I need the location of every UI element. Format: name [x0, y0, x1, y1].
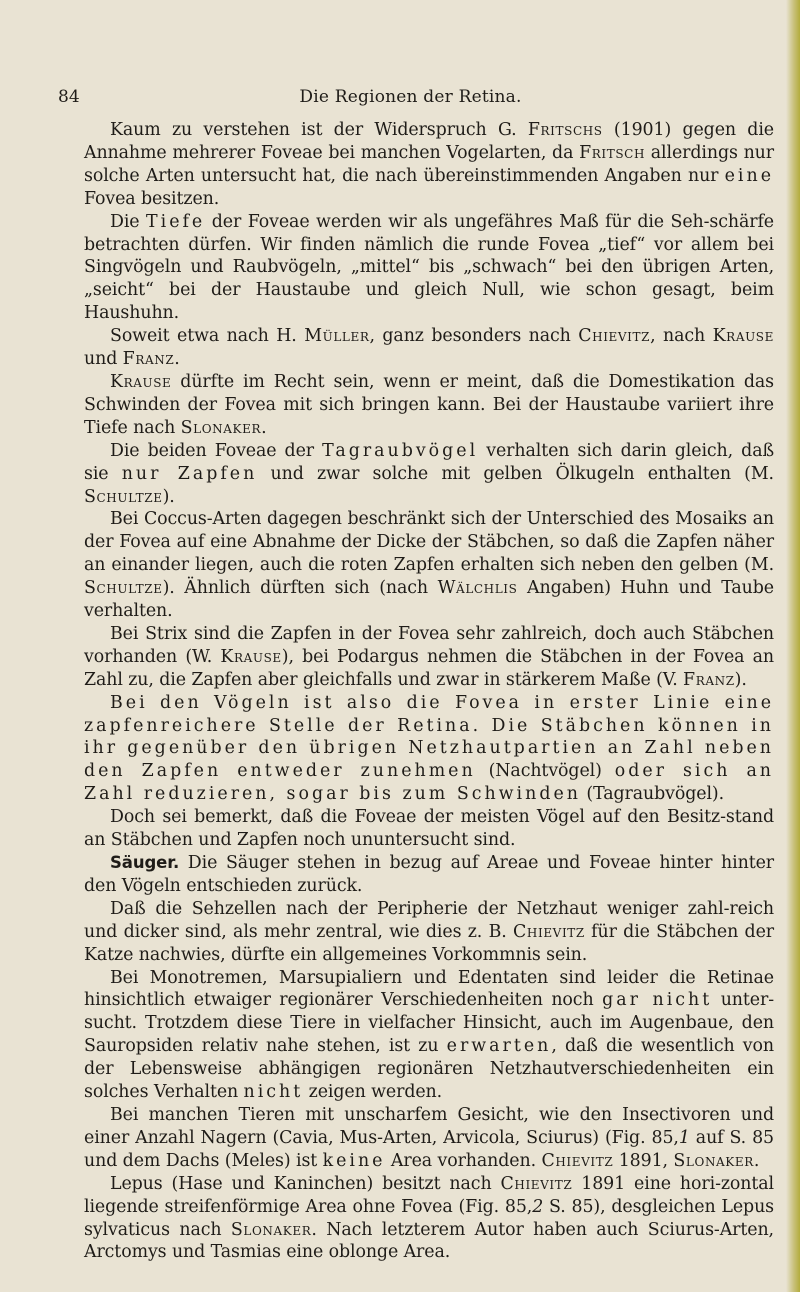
text-run: Fovea besitzen.: [84, 188, 220, 209]
text-run: (1901) gegen die Annahme mehrerer Foveae bei manchen Vogelarten, da: [84, 120, 774, 163]
text-run: ). Ähnlich dürften sich (nach: [162, 578, 438, 599]
text-run: der Foveae werden wir als ungefähres Maß für die Seh-schärfe betrachten dürfen. Wir finden nämlich die runde Fovea „tief“ vor allem bei Singvögeln und Raubvögeln, „mittel“ bis „schwach“ bei den übrigen Arten, „seicht“ bei der Haustaube und gleich Null, wie schon gesagt, beim Haushuhn.: [84, 211, 774, 324]
paragraph: [84, 325, 774, 371]
page-header: [58, 86, 763, 108]
paragraph: [84, 119, 774, 211]
text-run: S. 85), desgleichen Lepus sylvaticus nach: [84, 1196, 774, 1240]
text-run: Doch sei bemerkt, daß die Foveae der meisten Vögel auf den Besitz-stand an Stäbchen und Zapfen noch ununtersucht sind.: [84, 807, 774, 851]
author-name: Schultze: [84, 578, 163, 599]
text-run: Die beiden Foveae der: [110, 440, 323, 461]
text-run: auf S. 85 und dem Dachs (Meles) ist: [84, 1127, 775, 1171]
text-run: 1891,: [613, 1150, 674, 1171]
paragraph: [84, 898, 774, 967]
text-run: nur Zapfen: [121, 463, 258, 484]
text-run: oder sich an Zahl reduzieren, sogar bis zum Schwinden: [84, 761, 775, 805]
paragraph: [84, 211, 774, 326]
paragraph: [84, 967, 774, 1104]
text-run: Bei manchen Tieren mit unscharfem Gesicht, wie den Insectivoren und einer Anzahl Nagern (Cavia, Mus-Arten, Arvicola, Sciurus) (Fig. 85,: [84, 1104, 774, 1148]
text-run: Tiefe: [146, 211, 206, 232]
text-run: für die Stäbchen der Katze nachwies, dürfte ein allgemeines Vorkommnis sein.: [84, 921, 774, 965]
text-run: ).: [734, 669, 747, 690]
paragraph: [84, 692, 774, 807]
author-name: Fritschs: [527, 120, 603, 140]
author-name: Slonaker: [230, 1219, 312, 1240]
text-run: Bei Strix sind die Zapfen in der Fovea sehr zahlreich, doch auch Stäbchen vorhanden (W.: [84, 623, 774, 667]
text-run: und zwar solche mit gelben Ölkugeln enthalten (M.: [257, 463, 774, 484]
author-name: Chievitz: [578, 326, 651, 347]
author-name: Slonaker: [180, 417, 262, 438]
author-name: Slonaker: [673, 1150, 754, 1171]
paragraph: [84, 806, 774, 852]
author-name: Franz: [683, 669, 735, 690]
page-edge: [786, 0, 800, 1292]
text-run: Tagraubvögel: [322, 440, 479, 461]
text-run: 1: [678, 1127, 690, 1148]
author-name: Schultze: [84, 486, 163, 507]
text-run: eine: [724, 165, 774, 186]
paragraph: [84, 508, 774, 623]
page-number: 84: [58, 87, 80, 107]
text-run: Kaum zu verstehen ist der Widerspruch G.: [110, 120, 528, 140]
section-heading: Säuger.: [110, 853, 180, 872]
text-run: zeigen werden.: [303, 1082, 443, 1103]
author-name: Chievitz: [500, 1173, 573, 1194]
text-run: Bei Coccus-Arten dagegen beschränkt sich der Unterschied des Mosaiks an der Fovea auf eine Abnahme der Dicke der Stäbchen, so daß die Zapfen näher an einander liegen, auch die roten Zapfen erhalten sich neben den gelben (M.: [84, 509, 774, 576]
text-run: , ganz besonders nach: [369, 326, 579, 347]
text-run: und: [84, 349, 123, 370]
paragraph: [84, 371, 774, 440]
author-name: Fritsch: [579, 142, 646, 163]
author-name: Krause: [110, 371, 172, 392]
paragraph: [84, 1104, 774, 1173]
text-run: , nach: [650, 326, 713, 347]
text-run: Lepus (Hase und Kaninchen) besitzt nach: [110, 1173, 501, 1194]
paragraph: [84, 623, 774, 692]
text-run: verhalten sich darin gleich, daß sie: [84, 440, 774, 484]
text-run: allerdings nur solche Arten untersucht hat, die nach übereinstimmenden Angaben nur: [84, 142, 774, 186]
paragraph: [84, 440, 774, 509]
author-name: Müller: [304, 326, 370, 347]
text-run: keine: [322, 1150, 386, 1171]
text-run: Die Säuger stehen in bezug auf Areae und Foveae hinter hinter den Vögeln entschieden zurück.: [84, 853, 774, 896]
text-run: . Nach letzterem Autor haben auch Sciurus-Arten, Arctomys und Tasmias eine oblonge Area.: [84, 1219, 774, 1263]
text-run: (Tagraubvögel).: [580, 784, 725, 805]
text-run: nicht: [243, 1082, 304, 1103]
author-name: Chievitz: [541, 1150, 614, 1171]
author-name: Krause: [220, 646, 282, 667]
text-run: Soweit etwa nach H.: [110, 326, 305, 347]
body-text: [84, 119, 774, 1264]
text-run: .: [753, 1150, 760, 1171]
text-run: , daß die wesentlich von der Lebensweise abhängigen regionären Netzhautverschiedenheiten ein solches Verhalten: [84, 1036, 774, 1103]
text-run: erwarten: [446, 1036, 552, 1057]
text-run: unter-sucht. Trotzdem diese Tiere in vielfacher Hinsicht, auch im Augenbaue, den Sauropsiden relativ nahe stehen, ist zu: [84, 990, 774, 1057]
text-run: .: [261, 417, 267, 438]
author-name: Chievitz: [513, 921, 585, 942]
text-run: Die: [110, 211, 147, 232]
paragraph: [84, 1173, 774, 1265]
text-run: ), bei Podargus nehmen die Stäbchen in der Fovea an Zahl zu, die Zapfen aber gleichfalls und zwar in stärkerem Maße (V.: [84, 646, 774, 690]
text-run: 1891 eine hori-zontal liegende streifenförmige Area ohne Fovea (Fig. 85,: [84, 1173, 774, 1217]
text-run: dürfte im Recht sein, wenn er meint, daß die Domestikation das Schwinden der Fovea mit sich bringen kann. Bei der Haustaube variiert ihre Tiefe nach: [84, 371, 774, 438]
text-run: Daß die Sehzellen nach der Peripherie der Netzhaut weniger zahl-reich und dicker sind, als mehr zentral, wie dies z. B.: [84, 898, 774, 942]
text-run: gar nicht: [602, 990, 713, 1011]
text-run: Area vorhanden.: [385, 1150, 542, 1171]
paragraph: [84, 852, 774, 898]
text-run: Bei Monotremen, Marsupialiern und Edentaten sind leider die Retinae hinsichtlich etwaiger regionärer Verschiedenheiten noch: [84, 967, 774, 1011]
author-name: Wälchlis: [437, 578, 518, 599]
text-run: ).: [162, 486, 175, 507]
text-run: Angaben) Huhn und Taube verhalten.: [84, 578, 774, 622]
text-run: Bei den Vögeln ist also die Fovea in erster Linie eine zapfenreichere Stelle der Retina. Die Stäbchen können in ihr gegenüber den übrigen Netzhautpartien an Zahl neben den Zapfen entweder zunehmen: [84, 692, 774, 782]
author-name: Franz: [122, 349, 175, 370]
text-run: 2: [532, 1196, 544, 1217]
text-run: .: [174, 349, 180, 370]
running-title: Die Regionen der Retina.: [299, 87, 522, 107]
text-run: (Nachtvögel): [475, 761, 615, 782]
author-name: Krause: [712, 326, 774, 347]
